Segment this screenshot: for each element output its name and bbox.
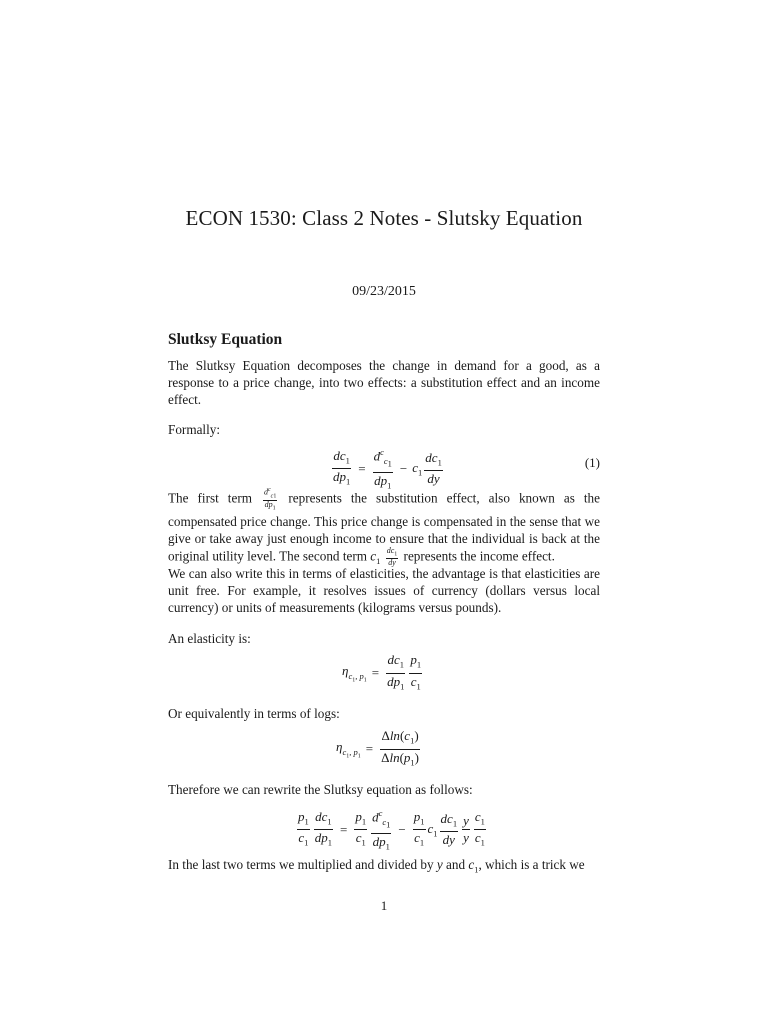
log-elasticity-equation: $\eta_{c_1, p_1}$ = $\frac{\Delta\ln(c_1)}{\Delta\ln(p_1)}$: [336, 728, 420, 768]
slutsky-equation-1: $\frac{dc_1}{dp_1}$ = $\frac{d^c_{c_1}}{dp_1}$ − $c_1$ $\frac{dc_1}{dy}$ (1): [333, 447, 600, 491]
elasticity-is-paragraph: An elasticity is:: [168, 631, 251, 646]
logs-paragraph: Or equivalently in terms of logs:: [168, 706, 340, 721]
fraction-dc1-dy: $\frac{dc_1}{dy}$: [425, 449, 442, 487]
first-term-text-c: represents the income effect.: [403, 548, 555, 564]
elasticity-equation: $\eta_{c_1, p_1}$ = $\frac{dc_1}{dp_1}$ $\frac{p_1}{c_1}$: [342, 652, 422, 692]
last-text-b: and: [446, 857, 466, 872]
fraction-compensated: $\frac{d^c_{c_1}}{dp_1}$: [373, 447, 392, 491]
document-date: 09/23/2015: [352, 284, 416, 299]
last-text-a: In the last two terms we multiplied and divided by: [168, 857, 434, 872]
section-heading: Slutksy Equation: [168, 331, 283, 348]
document-title: ECON 1530: Class 2 Notes - Slutsky Equation: [185, 206, 583, 230]
inline-fraction-compensated: $\frac{d^c_{c1}}{dp_1}$: [264, 487, 277, 512]
inline-fraction-income: $\frac{dc_1}{dy}$: [386, 545, 398, 568]
fraction-p1-c1: $\frac{p_1}{c_1}$: [410, 652, 422, 692]
fraction-dc1-dp1-e: $\frac{dc_1}{dp_1}$: [387, 652, 405, 692]
elasticities-paragraph: We can also write this in terms of elasticities, the advantage is that elasticities are unit free. For example, it resolves issues of currency (dollars versus local currency) or units of measurements (kilograms versus pounds).: [168, 566, 600, 615]
fraction-dc1-dp1: $\frac{dc_1}{dp_1}$: [333, 447, 351, 487]
first-term-text-a: The first term: [168, 490, 252, 506]
formally-paragraph: Formally:: [168, 422, 221, 437]
rewrite-paragraph: Therefore we can rewrite the Slutksy equation as follows:: [168, 782, 473, 797]
first-term-paragraph: The first term $\frac{d^c_{c1}}{dp_1}$ represents the substitution effect, also known as the compensated price change. This price change is compensated in the sense that we give or take away just enough income to ensure that the individual is back at the original utility level. The second term $c_1$ $\frac{dc_1}{dy}$ represents the income effect.: [168, 487, 600, 568]
page-number: 1: [380, 898, 388, 913]
first-term-text-b: represents the substitution effect, also known as the compensated price change. This price change is compensated in the sense that we give or take away just enough income to ensure that the individual is back at the original utility level. The second term: [168, 490, 600, 564]
last-paragraph: In the last two terms we multiplied and divided by y and $c_1$, which is a trick we: [168, 857, 585, 875]
intro-paragraph: The Slutksy Equation decomposes the change in demand for a good, as a response to a price change, into two effects: a substitution effect and an income effect.: [168, 358, 600, 407]
slutsky-elasticity-equation: $\frac{p_1}{c_1}$ $\frac{dc_1}{dp_1}$ = $\frac{p_1}{c_1}$ $\frac{d^c_{c_1}}{dp_1}$ − $\frac{p_1}{c_1}$ $c_1$ $\frac{dc_1}{dy}$ $\frac{y}{y}$ $\frac{c_1}{c_1}$: [298, 808, 485, 852]
fraction-log-change: $\frac{\Delta\ln(c_1)}{\Delta\ln(p_1)}$: [381, 728, 420, 768]
last-text-c: , which is a trick we: [478, 857, 585, 872]
equation-number: (1): [584, 455, 600, 470]
